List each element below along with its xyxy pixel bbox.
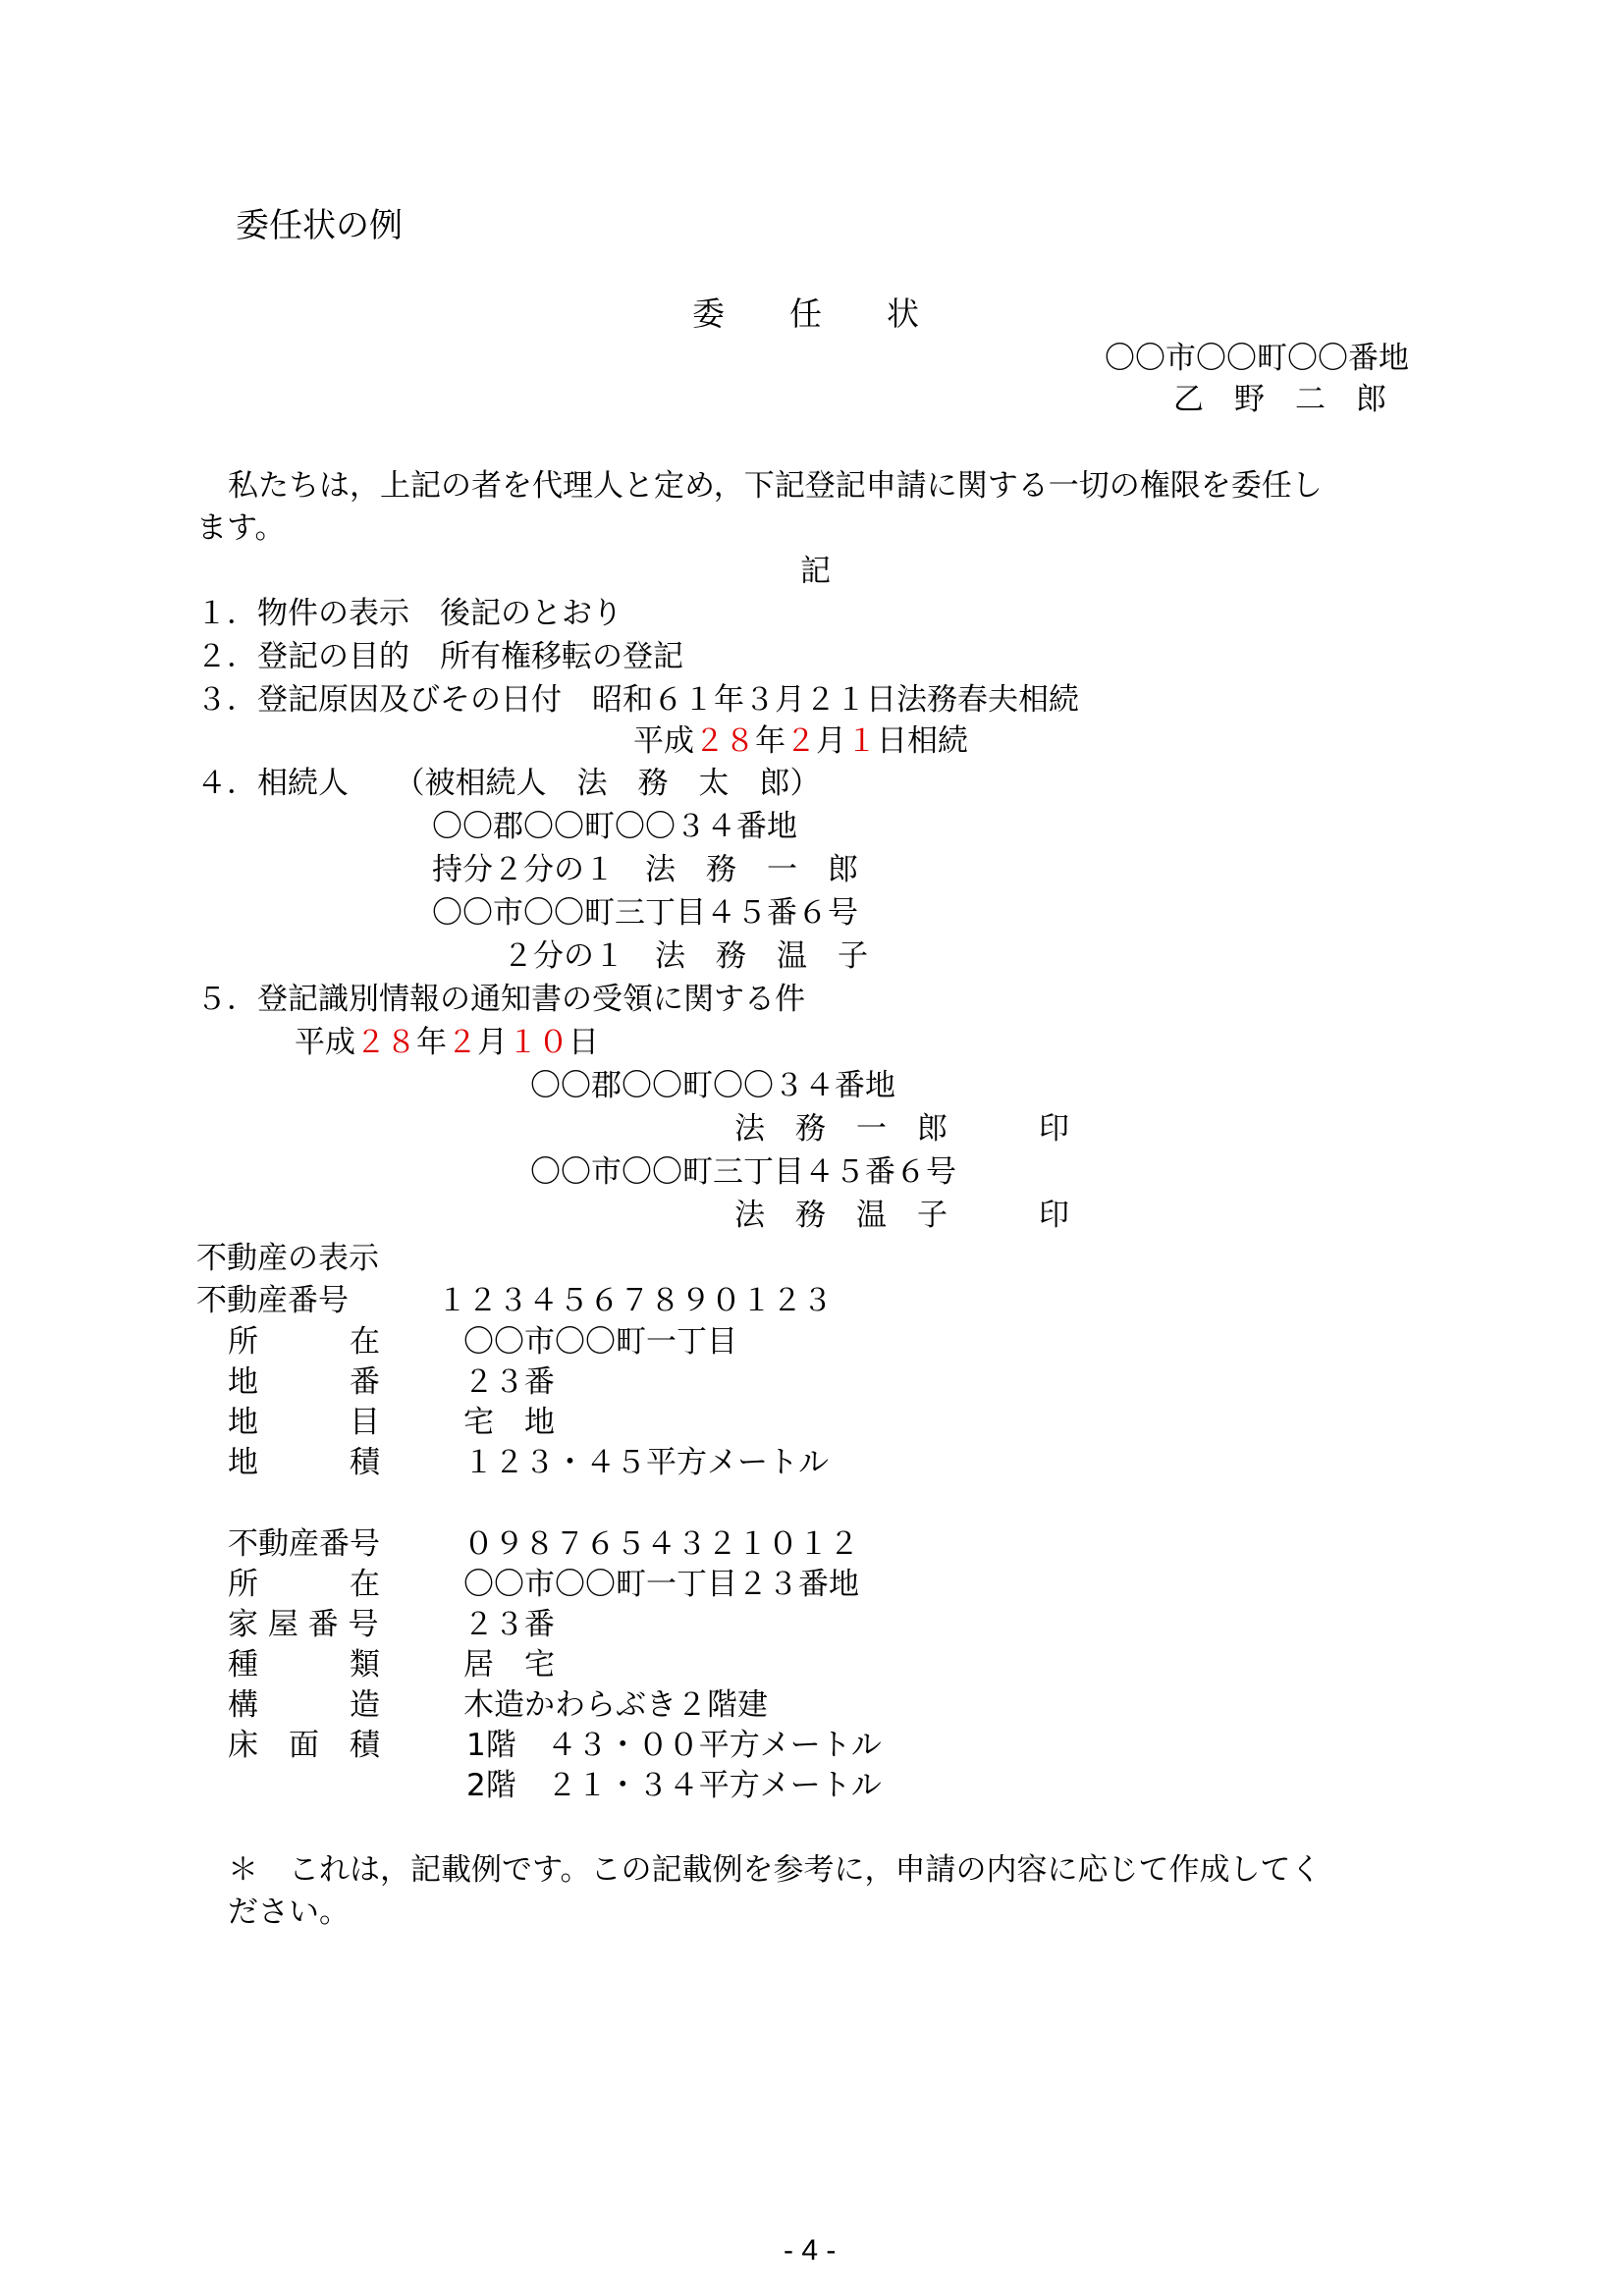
note-line-2: ださい。 — [228, 1895, 350, 1930]
signer-2-seal: 印 — [1039, 1198, 1069, 1233]
item-3-second-cause — [633, 721, 968, 761]
month-suffix: 月 — [477, 1025, 508, 1060]
land-area-label: 地 積 — [228, 1445, 380, 1480]
item-5: ５．登記識別情報の通知書の受領に関する件 — [196, 982, 805, 1017]
heir-2-address: 〇〇市〇〇町三丁目４５番６号 — [432, 895, 858, 931]
land-area: １２３・４５平方メートル — [463, 1445, 829, 1480]
signer-2-address: 〇〇市〇〇町三丁目４５番６号 — [530, 1154, 956, 1190]
year-suffix: 年 — [416, 1025, 447, 1060]
day-suffix: 日相続 — [877, 723, 968, 759]
building-structure-label: 構 造 — [228, 1687, 380, 1723]
signer-1-seal: 印 — [1039, 1111, 1069, 1147]
property-heading: 不動産の表示 — [196, 1241, 379, 1276]
intro-line-1: 私たちは，上記の者を代理人と定め，下記登記申請に関する一切の権限を委任し — [228, 468, 1323, 504]
page-number: - 4 - — [784, 2234, 837, 2267]
land-location-label: 所 在 — [228, 1324, 380, 1360]
heir-1-address: 〇〇郡〇〇町〇〇３４番地 — [432, 809, 797, 844]
day-value: １ — [846, 723, 877, 759]
building-floor-1: 1階 ４３・００平方メートル — [466, 1728, 882, 1763]
land-lot: ２３番 — [463, 1364, 555, 1400]
land-category: 宅 地 — [463, 1405, 555, 1440]
building-type-label: 種 類 — [228, 1647, 380, 1682]
month-value: ２ — [785, 723, 816, 759]
land-number-label: 不動産番号 — [196, 1283, 349, 1318]
day-value: １０ — [508, 1025, 568, 1060]
heading: 委任状の例 — [236, 206, 403, 245]
land-lot-label: 地 番 — [228, 1364, 380, 1400]
day-suffix: 日 — [568, 1025, 599, 1060]
building-location-label: 所 在 — [228, 1567, 380, 1602]
heir-1-share: 持分２分の１ 法 務 一 郎 — [432, 852, 858, 887]
intro-line-2: ます。 — [196, 510, 286, 546]
document-title: 委 任 状 — [692, 294, 919, 333]
signer-1-address: 〇〇郡〇〇町〇〇３４番地 — [530, 1068, 895, 1103]
building-floor-label: 床 面 積 — [228, 1728, 380, 1763]
sign-date — [295, 1023, 599, 1062]
land-category-label: 地 目 — [228, 1405, 380, 1440]
item-3: ３．登記原因及びその日付 昭和６１年３月２１日法務春夫相続 — [196, 682, 1079, 718]
ki-heading: 記 — [800, 554, 831, 589]
land-number: １２３４５６７８９０１２３ — [437, 1283, 833, 1318]
agent-address: 〇〇市〇〇町〇〇番地 — [1105, 341, 1409, 376]
item-2: ２．登記の目的 所有権移転の登記 — [196, 639, 683, 674]
agent-name: 乙 野 二 郎 — [1173, 382, 1386, 417]
heir-2-share: ２分の１ 法 務 温 子 — [503, 938, 868, 974]
signer-1-name: 法 務 一 郎 — [734, 1111, 947, 1147]
building-structure: 木造かわらぶき２階建 — [463, 1687, 768, 1723]
building-floor-2: 2階 ２１・３４平方メートル — [466, 1768, 882, 1803]
land-location: 〇〇市〇〇町一丁目 — [463, 1324, 737, 1360]
note-line-1: ＊ これは，記載例です。この記載例を参考に，申請の内容に応じて作成してく — [228, 1852, 1322, 1888]
building-number: ０９８７６５４３２１０１２ — [463, 1526, 859, 1562]
era-text: 平成 — [633, 723, 694, 759]
building-house-label: 家 屋 番 号 — [228, 1607, 379, 1642]
building-number-label: 不動産番号 — [228, 1526, 380, 1562]
building-type: 居 宅 — [463, 1647, 555, 1682]
building-house: ２３番 — [463, 1607, 555, 1642]
signer-2-name: 法 務 温 子 — [734, 1198, 947, 1233]
month-suffix: 月 — [816, 723, 846, 759]
item-4: ４．相続人 （被相続人 法 務 太 郎） — [196, 766, 821, 801]
year-value: ２８ — [355, 1025, 416, 1060]
item-1: １．物件の表示 後記のとおり — [196, 596, 623, 631]
year-value: ２８ — [694, 723, 755, 759]
month-value: ２ — [447, 1025, 477, 1060]
year-suffix: 年 — [755, 723, 785, 759]
era-text: 平成 — [295, 1025, 355, 1060]
building-location: 〇〇市〇〇町一丁目２３番地 — [463, 1567, 859, 1602]
